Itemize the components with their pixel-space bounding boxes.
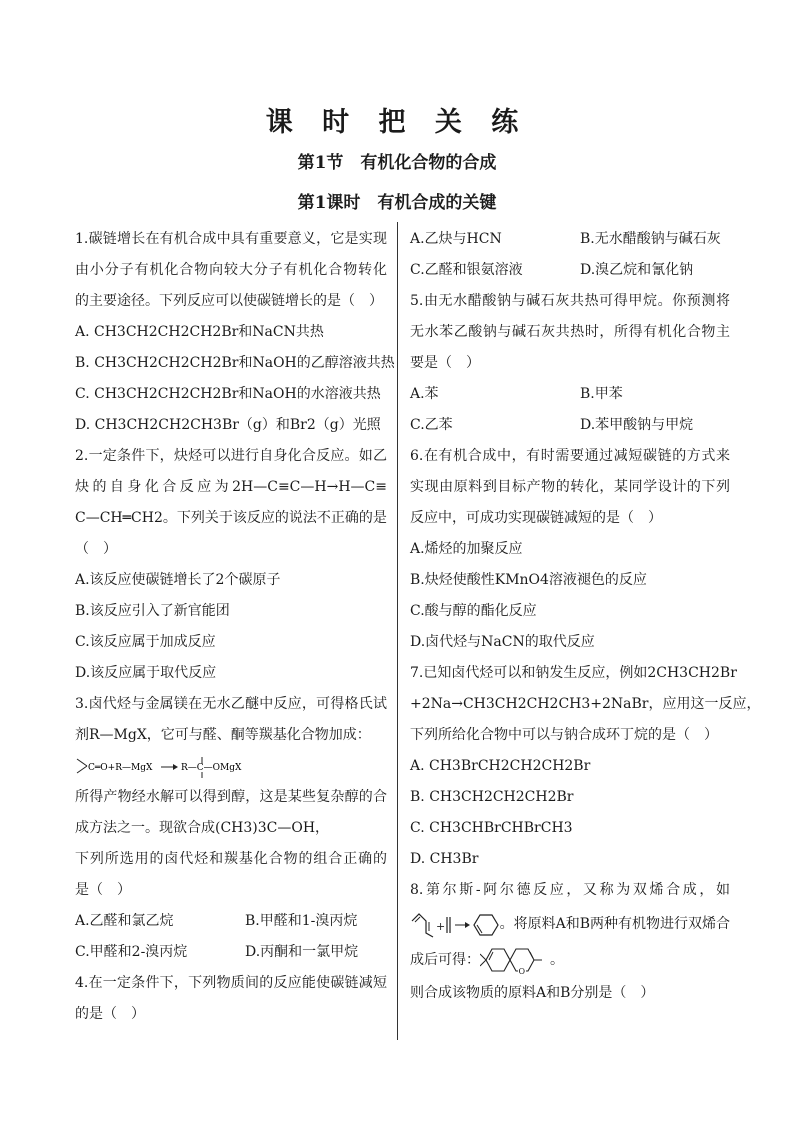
option-b: B.甲醛和1-溴丙烷 — [245, 913, 358, 929]
question-text: 5.由无水醋酸钠与碱石灰共热可得甲烷。你预测将 — [410, 293, 730, 309]
question-text: C—CH═CH2。下列关于该反应的说法不正确的是 — [75, 510, 387, 526]
question-text: 1.碳链增长在有机合成中具有重要意义，它是实现 — [75, 231, 387, 247]
option-a: A. CH3CH2CH2CH2Br和NaCN共热 — [75, 324, 324, 340]
svg-text:+: + — [436, 920, 446, 933]
grignard-equation-diagram — [75, 751, 375, 782]
question-text: （ ） — [75, 541, 117, 557]
question-text: +2Na→CH3CH2CH2CH3+2NaBr，应用这一反应， — [410, 696, 761, 712]
question-text: 所得产物经水解可以得到醇，这是某些复杂醇的合 — [75, 789, 387, 805]
option-a: A.烯烃的加聚反应 — [410, 541, 523, 557]
question-text: 成方法之一。现欲合成(CH3)3C—OH， — [75, 820, 330, 836]
question-text: 炔的自身化合反应为2H—C≡C—H→H—C≡ — [75, 479, 387, 495]
grignard-equation — [75, 751, 387, 782]
fused-ring-product-diagram — [480, 944, 550, 976]
question-1 — [75, 224, 395, 441]
option-c: C.乙苯 — [410, 417, 453, 433]
question-text: 。 — [550, 952, 564, 968]
option-c: C.酸与醇的酯化反应 — [410, 603, 537, 619]
question-text: 要是（ ） — [410, 355, 480, 371]
question-text: 成后可得： — [410, 952, 480, 968]
page-title: 课 时 把 关 练 — [265, 107, 529, 138]
question-7 — [410, 658, 761, 875]
question-text: 由小分子有机化合物向较大分子有机化合物转化 — [75, 262, 387, 278]
option-c: C. CH3CH2CH2CH2Br和NaOH的水溶液共热 — [75, 386, 381, 402]
option-d: D. CH3Br — [410, 851, 479, 867]
question-text: 剂R—MgX，它可与醛、酮等羰基化合物加成： — [75, 727, 371, 743]
option-b: B. CH3CH2CH2CH2Br和NaOH的乙醇溶液共热 — [75, 355, 395, 371]
option-d: D.丙酮和一氯甲烷 — [245, 944, 359, 960]
option-a: A.该反应使碳链增长了2个碳原子 — [75, 572, 281, 588]
question-text: 的主要途径。下列反应可以使碳链增长的是（ ） — [75, 293, 383, 309]
option-b: B.炔烃使酸性KMnO4溶液褪色的反应 — [410, 572, 647, 588]
option-a: A.乙醛和氯乙烷 — [75, 913, 174, 929]
question-text: 的是（ ） — [75, 1006, 145, 1022]
column-divider — [397, 222, 398, 1040]
question-text: 下列所给化合物中可以与钠合成环丁烷的是（ ） — [410, 727, 718, 743]
option-b: B.甲苯 — [580, 386, 623, 402]
option-b: B.该反应引入了新官能团 — [75, 603, 230, 619]
option-b: B.无水醋酸钠与碱石灰 — [580, 231, 721, 247]
question-text: 则合成该物质的原料A和B分别是（ ） — [410, 985, 655, 1001]
option-d: D.该反应属于取代反应 — [75, 665, 217, 681]
question-3 — [75, 689, 387, 968]
question-text: 3.卤代烃与金属镁在无水乙醚中反应，可得格氏试 — [75, 696, 387, 712]
right-column — [410, 224, 761, 1009]
equation-product: R—C—OMgX — [181, 763, 242, 773]
lesson-title: 第1课时 有机合成的关键 — [297, 193, 497, 213]
section-title: 第1节 有机化合物的合成 — [297, 153, 497, 173]
question-text: 。将原料A和B两种有机物进行双烯合 — [499, 916, 730, 932]
option-c: C.甲醛和2-溴丙烷 — [75, 944, 188, 960]
option-a: A. CH3BrCH2CH2CH2Br — [410, 758, 591, 774]
option-a: A.乙炔与HCN — [410, 231, 502, 247]
ring-oxygen-label: O — [518, 967, 526, 976]
equation-reactants: C═O+R—MgX — [88, 763, 153, 773]
question-5 — [410, 286, 730, 441]
question-6 — [410, 441, 730, 658]
option-a: A.苯 — [410, 386, 439, 402]
question-text: 8.第尔斯-阿尔德反应，又称为双烯合成，如 — [410, 882, 730, 898]
option-d: D.卤代烃与NaCN的取代反应 — [410, 634, 595, 650]
question-text: 实现由原料到目标产物的转化，某同学设计的下列 — [410, 479, 730, 495]
option-c: C.该反应属于加成反应 — [75, 634, 216, 650]
question-text: 反应中，可成功实现碳链减短的是（ ） — [410, 510, 662, 526]
option-c: C. CH3CHBrCHBrCH3 — [410, 820, 573, 836]
option-d: D.溴乙烷和氰化钠 — [580, 262, 694, 278]
diels-alder-example-diagram — [410, 909, 500, 939]
question-text: 无水苯乙酸钠与碱石灰共热时，所得有机化合物主 — [410, 324, 730, 340]
question-text: 4.在一定条件下，下列物质间的反应能使碳链减短 — [75, 975, 387, 991]
question-text: 下列所选用的卤代烃和羰基化合物的组合正确的 — [75, 851, 387, 867]
question-2 — [75, 441, 387, 689]
question-text: 6.在有机合成中，有时需要通过减短碳链的方式来 — [410, 448, 730, 464]
left-column — [75, 224, 395, 1030]
option-d: D. CH3CH2CH2CH3Br（g）和Br2（g）光照 — [75, 417, 381, 433]
question-8 — [410, 875, 730, 1009]
option-c: C.乙醛和银氨溶液 — [410, 262, 523, 278]
option-b: B. CH3CH2CH2CH2Br — [410, 789, 574, 805]
option-d: D.苯甲酸钠与甲烷 — [580, 417, 694, 433]
question-text: 2.一定条件下，炔烃可以进行自身化合反应。如乙 — [75, 448, 387, 464]
question-text: 是（ ） — [75, 882, 131, 898]
question-4-start — [75, 968, 387, 1030]
question-text: 7.已知卤代烃可以和钠发生反应，例如2CH3CH2Br — [410, 665, 737, 681]
question-4-options — [410, 224, 730, 286]
